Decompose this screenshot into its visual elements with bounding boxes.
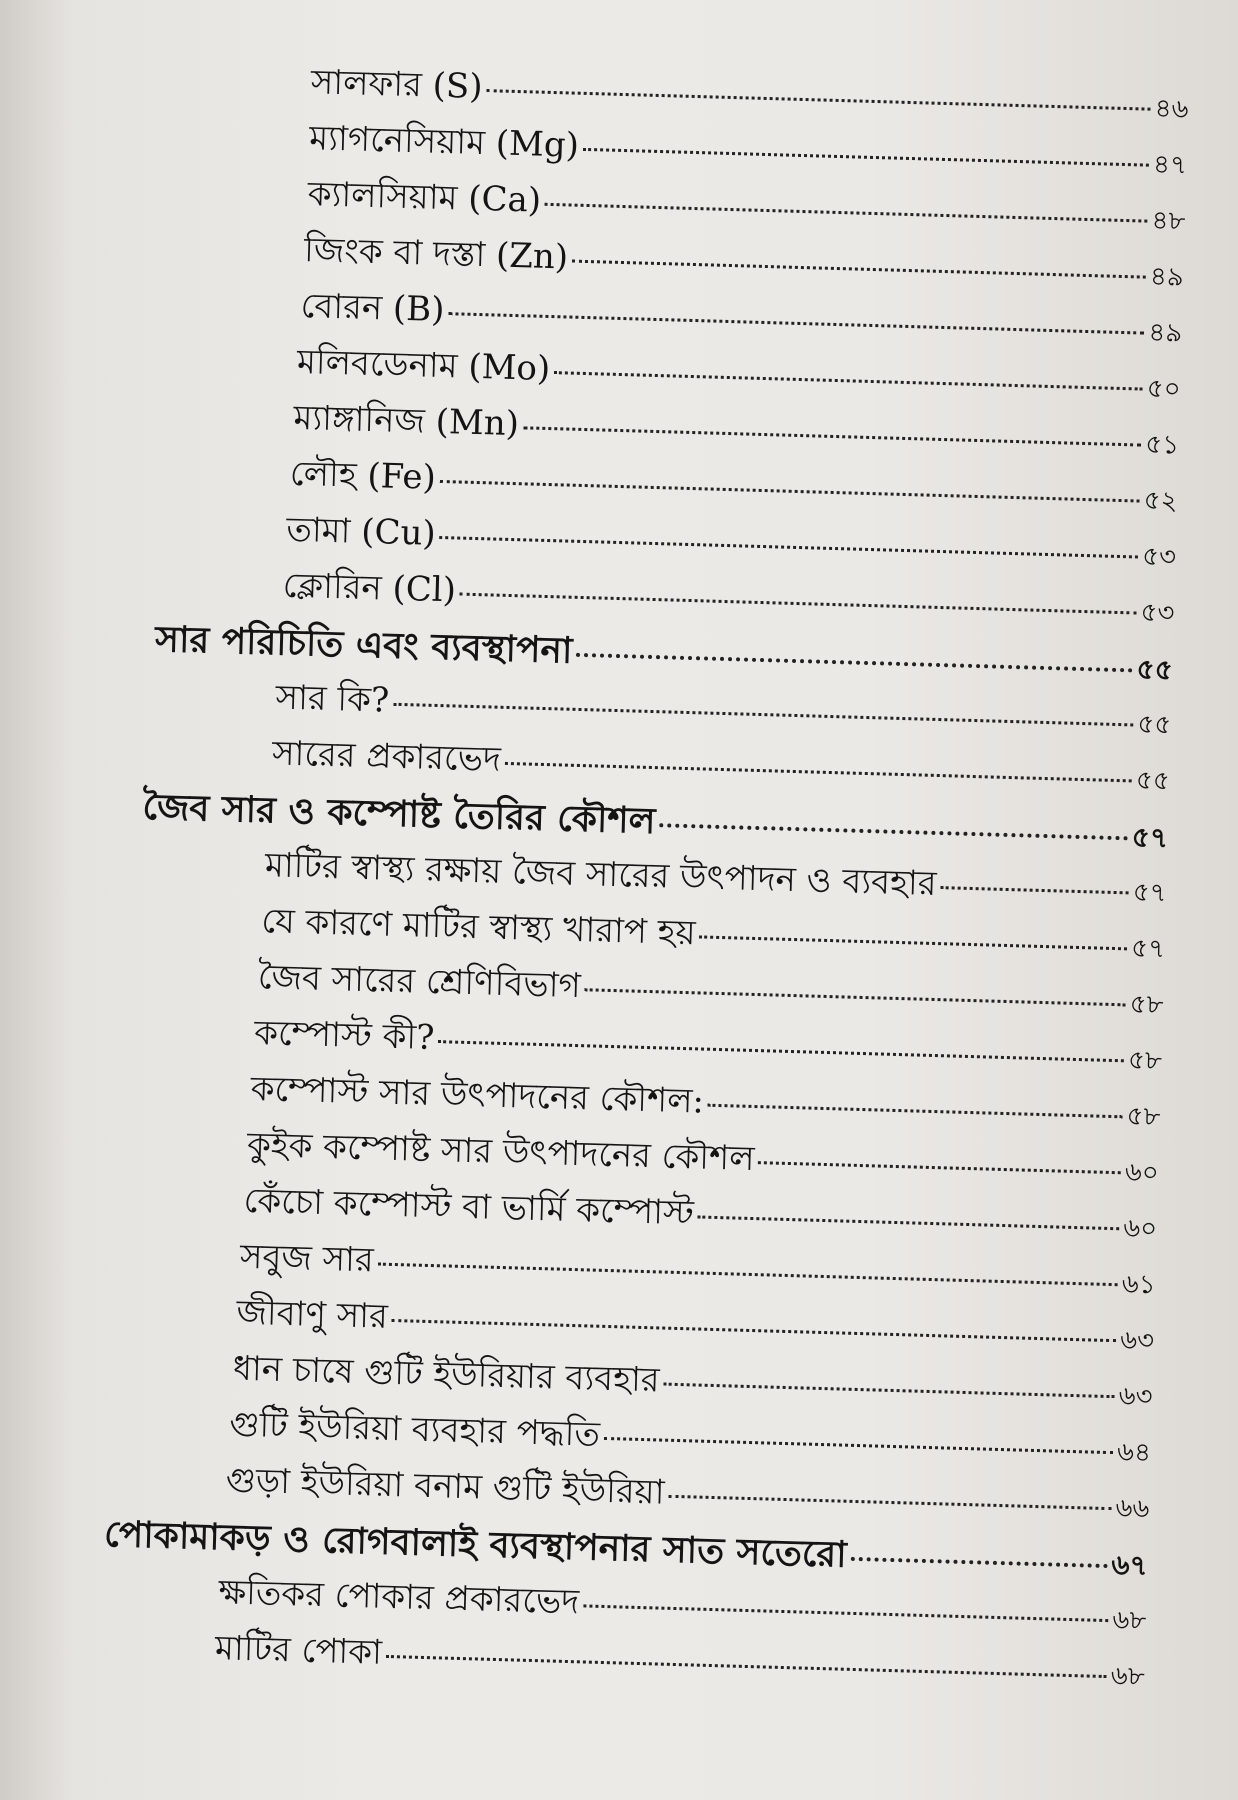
toc-entry-page: ৫৩ — [1141, 541, 1177, 573]
toc-entry-page: ৬৮ — [1110, 1661, 1146, 1693]
toc-entry-page: ৫৮ — [1129, 989, 1164, 1021]
dot-leader — [668, 1495, 1111, 1510]
dot-leader — [663, 1383, 1114, 1399]
dot-leader — [585, 988, 1126, 1006]
toc-entry-title: কম্পোস্ট সার উৎপাদনের কৌশল: — [250, 1068, 705, 1122]
toc-entry-title: বোরন (B) — [300, 286, 446, 331]
toc-entry-page: ৬৩ — [1118, 1381, 1153, 1413]
dot-leader — [378, 1263, 1118, 1287]
dot-leader — [505, 762, 1132, 783]
toc-entry-page: ৬৮ — [1112, 1605, 1147, 1637]
toc-entry-page: ৫৭ — [1132, 877, 1167, 909]
toc-entry-page: ৪৭ — [1152, 149, 1188, 181]
toc-entry-page: ৫৮ — [1126, 1101, 1161, 1133]
dot-leader — [850, 1557, 1107, 1568]
toc-entry-title: ক্ষতিকর পোকার প্রকারভেদ — [218, 1572, 580, 1623]
dot-leader — [392, 1319, 1117, 1342]
toc-entry-page: ৫১ — [1144, 429, 1180, 461]
toc-entry-title: সার কি? — [275, 677, 390, 721]
dot-leader — [460, 593, 1137, 615]
dot-leader — [699, 935, 1127, 950]
toc-entry-page: ৪৯ — [1148, 317, 1183, 349]
toc-entry-title: তামা (Cu) — [285, 509, 437, 554]
toc-entry-page: ৪৬ — [1154, 93, 1189, 125]
dot-leader — [698, 1215, 1120, 1230]
toc-entry-page: ৬১ — [1121, 1269, 1157, 1301]
toc-heading-page: ৫৭ — [1131, 820, 1169, 855]
toc-entry-title: গুটি ইউরিয়া ব্যবহার পদ্ধতি — [228, 1404, 601, 1455]
toc-heading-title: জৈব সার ও কম্পোষ্ট তৈরির কৌশল — [141, 785, 657, 843]
toc-entry-title: যে কারণে মাটির স্বাস্থ্য খারাপ হয় — [260, 901, 697, 954]
toc-entry-title: ম্যাগনেসিয়াম (Mg) — [308, 118, 580, 166]
toc-entry-page: ৬৪ — [1116, 1437, 1152, 1469]
dot-leader — [545, 203, 1148, 223]
toc-entry-page: ৫৫ — [1135, 765, 1171, 797]
toc-entry-title: ক্লোরিন (Cl) — [282, 565, 457, 611]
toc-entry-title: কেঁচো কম্পোস্ট বা ভার্মি কম্পোস্ট — [243, 1180, 695, 1234]
toc-entry-title: সালফার (S) — [310, 62, 484, 108]
dot-leader — [572, 260, 1146, 279]
toc-entry-title: মাটির স্বাস্থ্য রক্ষায় জৈব সারের উৎপাদন ও ব্যবহার — [264, 845, 938, 905]
toc-entry-title: জীবাণু সার — [235, 1292, 389, 1337]
toc-heading-page: ৬৭ — [1110, 1548, 1149, 1583]
toc-entry-page: ৫২ — [1143, 485, 1178, 517]
dot-leader — [583, 148, 1149, 167]
dot-leader — [386, 1655, 1107, 1678]
toc-entry-title: জিংক বা দস্তা (Zn) — [303, 230, 569, 278]
toc-entry-title: সারের প্রকারভেদ — [271, 733, 502, 780]
toc-entry-title: গুড়া ইউরিয়া বনাম গুটি ইউরিয়া — [225, 1460, 666, 1513]
toc-entry-page: ৪৮ — [1151, 205, 1186, 237]
toc-heading-title: সার পরিচিতি এবং ব্যবস্থাপনা — [154, 618, 573, 672]
dot-leader — [583, 1604, 1109, 1622]
toc-entry-page: ৫০ — [1146, 373, 1182, 405]
toc-entry-title: কম্পোস্ট কী? — [253, 1013, 435, 1059]
dot-leader — [554, 371, 1143, 390]
toc-entry-title: ধান চাষে গুটি ইউরিয়ার ব্যবহার — [232, 1348, 661, 1401]
toc-entry-page: ৫৫ — [1137, 709, 1172, 741]
toc-heading-title: পোকামাকড় ও রোগবালাই ব্যবস্থাপনার সাত সতেরো — [103, 1513, 848, 1576]
dot-leader — [708, 1104, 1123, 1119]
toc-entry-page: ৬০ — [1122, 1213, 1158, 1245]
dot-leader — [438, 1040, 1124, 1062]
toc-entry-title: মলিবডেনাম (Mo) — [296, 341, 551, 390]
dot-leader — [758, 1161, 1121, 1174]
toc-entry-page: ৫৩ — [1140, 597, 1175, 629]
dot-leader — [576, 653, 1132, 673]
dot-leader — [393, 703, 1133, 727]
toc-entry-page: ৬০ — [1124, 1157, 1160, 1189]
dot-leader — [440, 480, 1140, 503]
toc-entry-title: মাটির পোকা — [214, 1628, 383, 1673]
toc-entry-title: সবুজ সার — [239, 1236, 375, 1281]
toc-heading-page: ৫৫ — [1136, 652, 1174, 687]
toc-entry-title: ম্যাঙ্গানিজ (Mn) — [292, 397, 520, 445]
toc-entry-title: লৌহ (Fe) — [289, 453, 437, 498]
dot-leader — [523, 426, 1142, 446]
toc-entry-title: কুইক কম্পোষ্ট সার উৎপাদনের কৌশল — [246, 1124, 756, 1180]
dot-leader — [440, 536, 1139, 559]
dot-leader — [940, 886, 1128, 894]
toc-entry-page: ৬৩ — [1119, 1325, 1155, 1357]
dot-leader — [659, 823, 1127, 840]
dot-leader — [448, 312, 1144, 334]
dot-leader — [604, 1437, 1113, 1454]
toc-entry-title: জৈব সারের শ্রেণিবিভাগ — [257, 957, 582, 1007]
toc-entry-page: ৫৮ — [1127, 1045, 1163, 1077]
toc-entry-page: ৬৬ — [1115, 1493, 1150, 1525]
toc-entry-page: ৫৭ — [1130, 933, 1166, 965]
dot-leader — [486, 89, 1150, 111]
toc-entry-page: ৪৯ — [1149, 261, 1185, 293]
toc-entry-title: ক্যালসিয়াম (Ca) — [307, 174, 542, 221]
